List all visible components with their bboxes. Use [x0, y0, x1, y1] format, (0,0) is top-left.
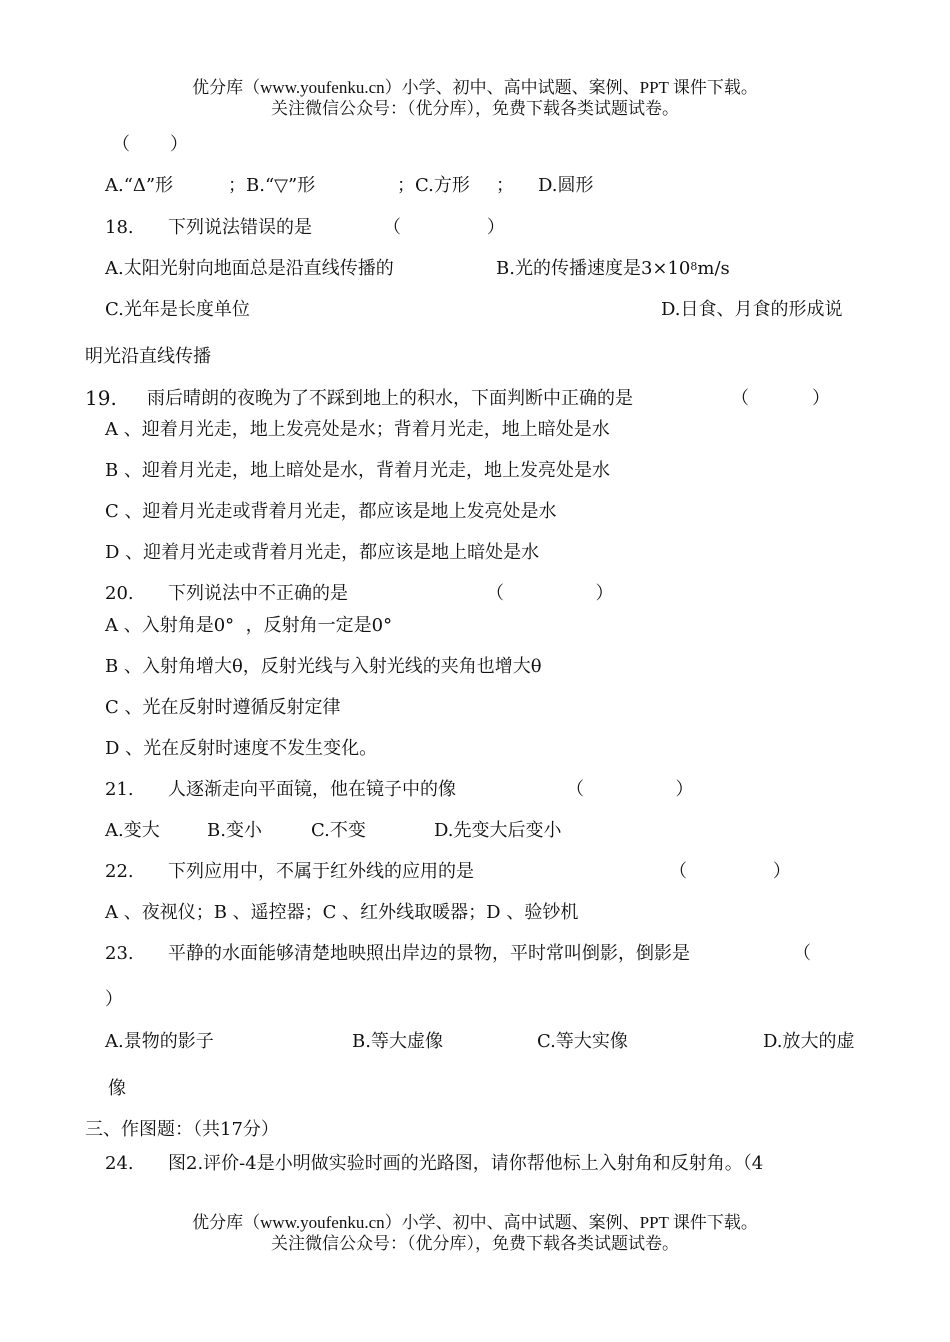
footer-line-1: 优分库（www.youfenku.cn）小学、初中、高中试题、案例、PPT 课件下载。: [192, 1213, 758, 1232]
q19-stem: 雨后晴朗的夜晚为了不踩到地上的积水，下面判断中正确的是: [147, 388, 633, 409]
q18-option-a: A.太阳光射向地面总是沿直线传播的: [105, 258, 394, 279]
q18-option-b-exponent: 8: [690, 260, 698, 273]
q20-option-b: B 、入射角增大θ，反射光线与入射光线的夹角也增大θ: [105, 656, 542, 677]
q23-option-c: C.等大实像: [537, 1031, 628, 1052]
q20-option-a: A 、入射角是0° ，反射角一定是0°: [105, 615, 393, 636]
q19-option-b: B 、迎着月光走，地上暗处是水，背着月光走，地上发亮处是水: [105, 460, 610, 481]
q18-option-b: [496, 258, 730, 280]
q23-option-b: B.等大虚像: [352, 1031, 443, 1052]
q21-stem: 人逐渐走向平面镜，他在镜子中的像: [168, 779, 456, 800]
q17-option-b: ；B.“▽”形: [228, 175, 316, 196]
q18-stem: 下列说法错误的是: [168, 217, 312, 238]
q18-number: 18.: [105, 217, 134, 238]
q17-option-a: A.“Δ”形: [105, 175, 174, 196]
q17-separator: ；: [496, 175, 514, 196]
q23-option-a: A.景物的影子: [105, 1031, 214, 1052]
q21-option-b: B.变小: [207, 820, 262, 841]
q20-blank: （ ）: [486, 583, 614, 604]
q19-number: 19.: [85, 386, 117, 410]
q17-option-d: D.圆形: [538, 175, 594, 196]
q19-option-a: A 、迎着月光走，地上发亮处是水；背着月光走，地上暗处是水: [105, 419, 610, 440]
q20-number: 20.: [105, 583, 134, 604]
q20-option-d: D 、光在反射时速度不发生变化。: [105, 738, 378, 759]
q18-option-b-prefix: B.光的传播速度是3×10: [496, 258, 691, 279]
q19-option-d: D 、迎着月光走或背着月光走，都应该是地上暗处是水: [105, 542, 540, 563]
q21-option-a: A.变大: [105, 820, 160, 841]
q22-number: 22.: [105, 861, 134, 882]
q22-stem: 下列应用中，不属于红外线的应用的是: [168, 861, 474, 882]
q21-option-d: D.先变大后变小: [434, 820, 562, 841]
q18-option-d: D.日食、月食的形成说: [661, 299, 843, 320]
q22-blank: （ ）: [669, 861, 791, 882]
footer-line-2: 关注微信公众号：（优分库），免费下载各类试题试卷。: [271, 1234, 679, 1253]
q23-option-d-continued: 像: [108, 1078, 126, 1099]
header-line-1: 优分库（www.youfenku.cn）小学、初中、高中试题、案例、PPT 课件下载。: [192, 78, 758, 97]
q21-blank: （ ）: [566, 779, 694, 800]
q24-number: 24.: [105, 1153, 134, 1174]
header-line-2: 关注微信公众号：（优分库），免费下载各类试题试卷。: [271, 99, 679, 118]
q17-blank: （ ）: [112, 134, 189, 155]
q17-option-c: ；C.方形: [397, 175, 470, 196]
q18-option-d-continued: 明光沿直线传播: [85, 346, 211, 367]
q19-option-c: C 、迎着月光走或背着月光走，都应该是地上发亮处是水: [105, 501, 557, 522]
q18-option-b-suffix: m/s: [697, 258, 730, 279]
q19-blank: （ ）: [731, 388, 830, 409]
q20-option-c: C 、光在反射时遵循反射定律: [105, 697, 341, 718]
q20-stem: 下列说法中不正确的是: [168, 583, 348, 604]
q23-blank-open: （: [793, 943, 811, 964]
q23-number: 23.: [105, 943, 134, 964]
q23-blank-close: ）: [105, 989, 123, 1010]
q22-options: A 、夜视仪；B 、遥控器；C 、红外线取暖器；D 、验钞机: [105, 902, 579, 923]
q18-option-c: C.光年是长度单位: [105, 299, 250, 320]
q23-stem: 平静的水面能够清楚地映照出岸边的景物，平时常叫倒影，倒影是: [168, 943, 690, 964]
q23-option-d: D.放大的虚: [763, 1031, 855, 1052]
section-3-title: 三、作图题：（共17分）: [85, 1119, 279, 1140]
q21-number: 21.: [105, 779, 134, 800]
q18-blank: （ ）: [383, 217, 505, 238]
q24-stem: 图2.评价-4是小明做实验时画的光路图，请你帮他标上入射角和反射角。（4: [168, 1153, 764, 1174]
q21-option-c: C.不变: [311, 820, 366, 841]
